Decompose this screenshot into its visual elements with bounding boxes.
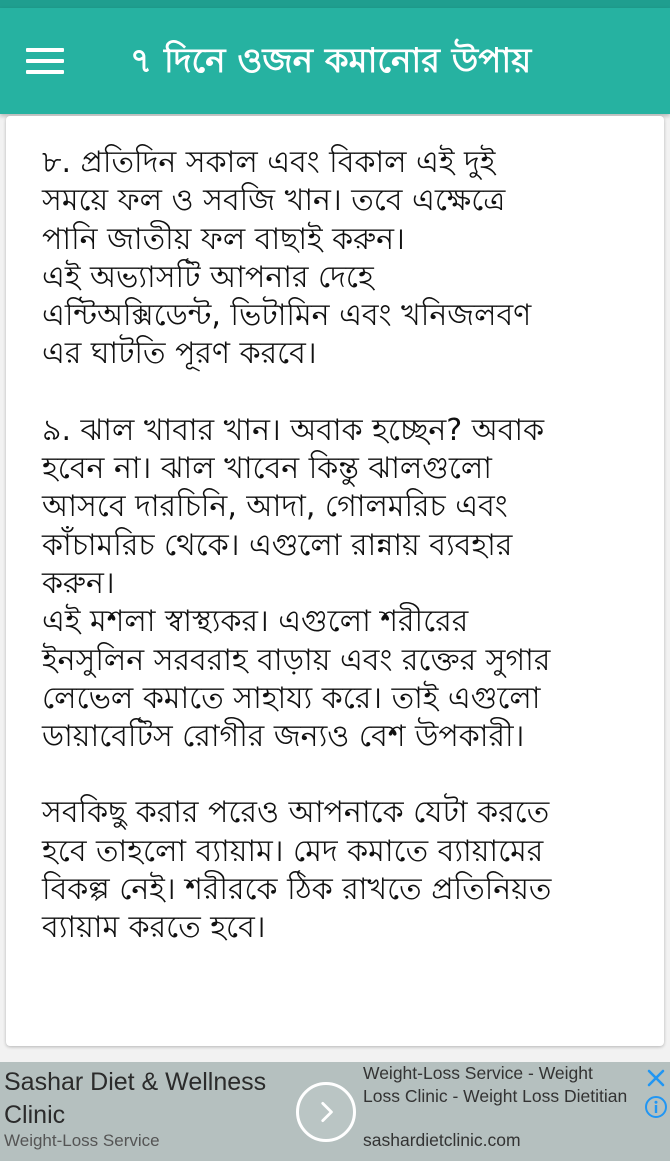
article-paragraph: ৮. প্রতিদিন সকাল এবং বিকাল এই দুই সময়ে ফল ও সবজি খান। তবে এক্ষেত্রে পানি জাতীয় ফল বাছাই করুন। এই অভ্যাসটি আপনার দেহে এন্টিঅক্সিডেন্ট, ভিটামিন এবং খনিজলবণ এর ঘাটতি পূরণ করবে।: [42, 145, 532, 372]
info-icon[interactable]: [644, 1095, 668, 1119]
ad-open-button[interactable]: [296, 1082, 356, 1142]
menu-icon-line: [26, 59, 64, 63]
article-card[interactable]: [6, 116, 664, 1046]
article-paragraph: ৯. ঝাল খাবার খান। অবাক হচ্ছেন? অবাক হবেন না। ঝাল খাবেন কিন্তু ঝালগুলো আসবে দারচিনি, আদা, গোলমরিচ এবং কাঁচামরিচ থেকে। এগুলো রান্নায় ব্যবহার করুন। এই মশলা স্বাস্থ্যকর। এগুলো শরীরের ইনসুলিন সরবরাহ বাড়ায় এবং রক্তের সুগার লেভেল কমাতে সাহায্য করে। তাই এগুলো ডায়াবেটিস রোগীর জন্যও বেশ উপকারী।: [42, 412, 551, 755]
chevron-right-icon: [313, 1099, 339, 1125]
ad-advertiser-name[interactable]: Sashar Diet & Wellness Clinic: [4, 1068, 267, 1129]
ad-banner[interactable]: [0, 1062, 670, 1161]
app-bar: [0, 8, 670, 114]
hamburger-menu-icon[interactable]: [26, 44, 66, 78]
close-icon[interactable]: [644, 1066, 668, 1090]
article-body: [42, 144, 642, 948]
page-title: ৭ দিনে ওজন কমানোর উপায়: [130, 41, 532, 81]
ad-description[interactable]: Weight-Loss Service - Weight Loss Clinic - Weight Loss Dietitian: [363, 1063, 628, 1106]
status-bar: [0, 0, 670, 8]
article-paragraph: সবকিছু করার পরেও আপনাকে যেটা করতে হবে তাহলো ব্যায়াম। মেদ কমাতে ব্যায়ামের বিকল্প নেই। শরীরকে ঠিক রাখতে প্রতিনিয়ত ব্যায়াম করতে হবে।: [42, 795, 552, 946]
ad-url[interactable]: sashardietclinic.com: [363, 1130, 521, 1150]
menu-icon-line: [26, 48, 64, 52]
menu-icon-line: [26, 70, 64, 74]
ad-tagline: Weight-Loss Service: [4, 1131, 160, 1150]
